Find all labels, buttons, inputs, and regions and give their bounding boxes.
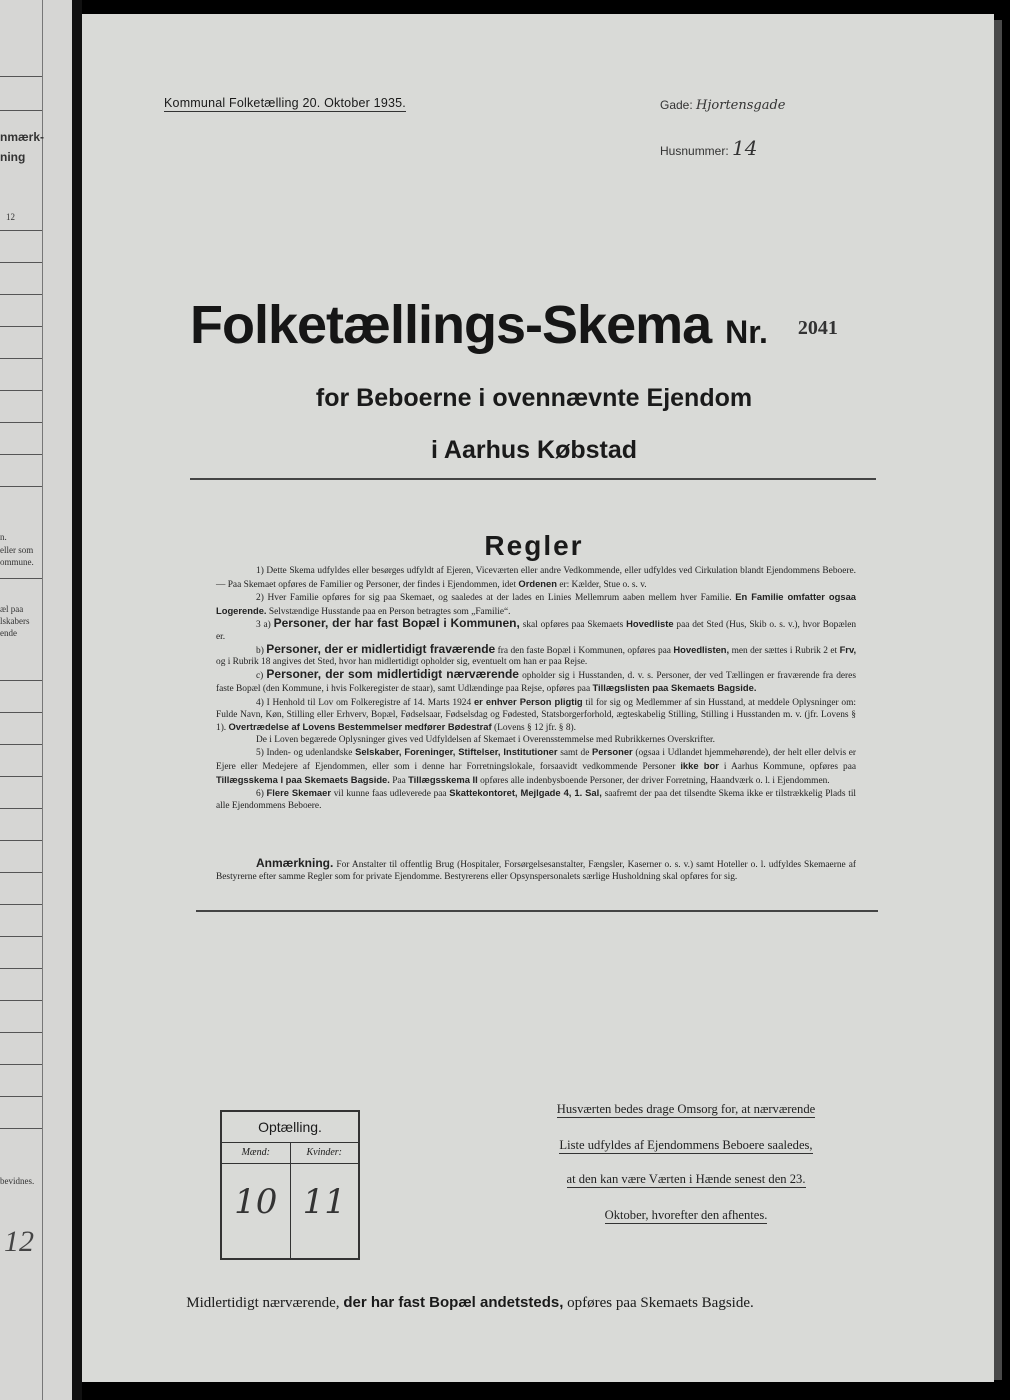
strip-rule bbox=[0, 1000, 42, 1001]
women-count: 11 bbox=[302, 1182, 346, 1222]
strip-rule bbox=[0, 840, 42, 841]
rules-text bbox=[216, 566, 856, 812]
note-text bbox=[216, 858, 856, 883]
footer-line: Midlertidigt nærværende, der har fast Bopæl andetsteds, opføres paa Skemaets Bagside. bbox=[186, 1294, 754, 1311]
strip-rule bbox=[0, 680, 42, 681]
notice-line-1: Husværten bedes drage Omsorg for, at nærværende bbox=[556, 1102, 816, 1116]
strip-rule bbox=[0, 968, 42, 969]
strip-rule bbox=[0, 390, 42, 391]
women-column bbox=[291, 1143, 359, 1259]
strip-rule bbox=[0, 872, 42, 873]
strip-vertical-rule bbox=[42, 0, 43, 1400]
women-label: Kvinder: bbox=[291, 1143, 359, 1164]
strip-fragment: ning bbox=[0, 150, 26, 164]
strip-rule bbox=[0, 110, 42, 111]
form-subtitle-2: i Aarhus Købstad bbox=[430, 436, 638, 464]
strip-rule bbox=[0, 1128, 42, 1129]
strip-rule bbox=[0, 326, 42, 327]
street-value: Hjortensgade bbox=[696, 98, 786, 113]
house-number-field bbox=[660, 136, 757, 160]
strip-rule bbox=[0, 358, 42, 359]
strip-rule bbox=[0, 578, 42, 579]
strip-rule bbox=[0, 486, 42, 487]
notice-line-2: Liste udfyldes af Ejendommens Beboere saaledes, bbox=[559, 1138, 813, 1152]
men-column bbox=[222, 1143, 291, 1259]
strip-rule bbox=[0, 808, 42, 809]
form-title bbox=[190, 294, 838, 356]
street-field bbox=[660, 98, 786, 113]
strip-rule bbox=[0, 904, 42, 905]
strip-rule bbox=[0, 294, 42, 295]
divider bbox=[196, 910, 878, 912]
rule-3c: c) Personer, der som midlertidigt nærværende opholder sig i Husstanden, d. v. s. Personer, der ved Tællingen er fraværende fra deres faste Bopæl (den Kommune, i hvis Folkeregister de staar), samt Udlændinge paa Rejse, opføres paa Tillægslisten paa Skemaets Bagside. bbox=[216, 666, 856, 695]
rules-heading: Regler bbox=[484, 530, 584, 561]
notice-line-4: Oktober, hvorefter den afhentes. bbox=[604, 1208, 768, 1222]
men-label: Mænd: bbox=[222, 1143, 290, 1164]
census-header-title: Kommunal Folketælling 20. Oktober 1935. bbox=[164, 96, 406, 110]
form-subtitle-1: for Beboerne i ovennævnte Ejendom bbox=[315, 384, 753, 412]
men-count: 10 bbox=[234, 1182, 278, 1222]
strip-fragment: ende bbox=[0, 628, 17, 638]
note-heading: Anmærkning. bbox=[256, 856, 334, 870]
strip-rule bbox=[0, 1032, 42, 1033]
strip-rule bbox=[0, 454, 42, 455]
strip-rule bbox=[0, 1096, 42, 1097]
strip-rule bbox=[0, 76, 42, 77]
strip-fragment: bevidnes. bbox=[0, 1176, 35, 1186]
census-form-page bbox=[82, 14, 994, 1382]
rule-4: 4) I Henhold til Lov om Folkeregistre af 14. Marts 1924 er enhver Person pligtig til for sig og Medlemmer af sin Husstand, at meddele Oplysninger om: Fulde Navn, Køn, Stilling eller Erhverv, Bopæl, Fødselsaar, Fødselsdag og Fødested, Statsborgerforhold, ægteskabelig Stilling, Stilling i Husstanden m. v. (jfr. Lovens § 1). Overtrædelse af Lovens Bestemmelser medfører Bødestraf (Lovens § 12 jfr. § 8). bbox=[216, 695, 857, 734]
rule-2: 2) Hver Familie opføres for sig paa Skemaet, og saaledes at der lades en Linies Mellemrum aaben mellem hver Familie. En Familie omfatter ogsaa Logerende. Selvstændige Husstande paa en Person betragtes som „Familie“. bbox=[216, 591, 857, 617]
strip-rule bbox=[0, 262, 42, 263]
strip-fragment: æl paa bbox=[0, 604, 24, 614]
form-nr-value: 2041 bbox=[797, 317, 838, 340]
strip-rule bbox=[0, 422, 42, 423]
page-edge bbox=[994, 20, 1002, 1380]
strip-fragment: nmærk- bbox=[0, 130, 45, 144]
divider bbox=[190, 478, 876, 480]
strip-rule bbox=[0, 776, 42, 777]
form-nr-label: Nr. bbox=[725, 314, 768, 350]
notice-line-3: at den kan være Værten i Hænde senest den 23. bbox=[566, 1172, 806, 1186]
rule-5: 5) Inden- og udenlandske Selskaber, Foreninger, Stiftelser, Institutioner samt de Personer (ogsaa i Udlandet hjemmehørende), der helt eller delvis er Ejere eller Medejere af Ejendommen, eller som i denne har Forretningslokale, forsaavidt vedkommende Personer ikke bor i Aarhus Kommune, opføres paa Tillægsskema I paa Skemaets Bagside. Paa Tillægsskema II opføres alle indenbysboende Personer, der driver Forretning, Haandværk o. l. i Ejendommen. bbox=[216, 746, 857, 786]
strip-rule bbox=[0, 744, 42, 745]
strip-handwritten-number: 12 bbox=[4, 1225, 34, 1258]
strip-rule bbox=[0, 936, 42, 937]
street-label: Gade: bbox=[660, 98, 693, 112]
strip-rule bbox=[0, 230, 42, 231]
rule-4b: De i Loven begærede Oplysninger gives ved Udfyldelsen af Skemaet i Overensstemmelse med Rubrikkernes Overskrifter. bbox=[256, 734, 715, 745]
count-box-title: Optælling. bbox=[222, 1112, 358, 1143]
strip-rule bbox=[0, 712, 42, 713]
strip-fragment: n. bbox=[0, 532, 7, 542]
strip-fragment: ommune. bbox=[0, 557, 34, 567]
previous-page-strip bbox=[0, 0, 72, 1400]
strip-fragment: 12 bbox=[6, 212, 15, 222]
house-number-label: Husnummer: bbox=[660, 144, 729, 158]
house-number-value: 14 bbox=[732, 136, 758, 160]
strip-fragment: eller som bbox=[0, 545, 34, 555]
rule-3a: 3 a) Personer, der har fast Bopæl i Kommunen, skal opføres paa Skemaets Hovedliste paa det Sted (Hus, Skib o. s. v.), hvor Bopælen er. bbox=[216, 616, 857, 642]
strip-rule bbox=[0, 1064, 42, 1065]
count-box bbox=[220, 1110, 360, 1260]
form-title-main: Folketællings-Skema bbox=[190, 295, 712, 355]
strip-fragment: lskabers bbox=[0, 616, 30, 626]
rule-6: 6) Flere Skemaer vil kunne faas udleverede paa Skattekontoret, Mejlgade 4, 1. Sal, saafremt der paa det tilsendte Skema ikke er tilstrækkelig Plads til alle Ejendommens Beboere. bbox=[216, 787, 857, 811]
rule-1: 1) Dette Skema udfyldes eller besørges udfyldt af Ejeren, Viceværten eller andre Vedkommende, eller udfyldes ved Cirkulation blandt Ejendommens Beboere. — Paa Skemaet opføres de Familier og Personer, der findes i Ejendommen, idet Ordenen er: Kælder, Stue o. s. v. bbox=[216, 566, 856, 590]
rule-3b: b) Personer, der er midlertidigt fraværende fra den faste Bopæl i Kommunen, opføres paa Hovedlisten, men der sættes i Rubrik 2 et Frv, og i Rubrik 18 angives det Sted, hvor han midlertidigt opholder sig, eventuelt om han er paa Rejse. bbox=[216, 641, 857, 668]
book-gutter bbox=[72, 0, 82, 1400]
note-body: For Anstalter til offentlig Brug (Hospitaler, Forsørgelsesanstalter, Fængsler, Kaserner o. s. v.) samt Hoteller o. l. udfyldes Skemaerne af Bestyrerne efter samme Regler som for private Ejendomme. Bestyrerens eller Opsynspersonalets særlige Husholdning skal opføres for sig. bbox=[216, 860, 857, 882]
